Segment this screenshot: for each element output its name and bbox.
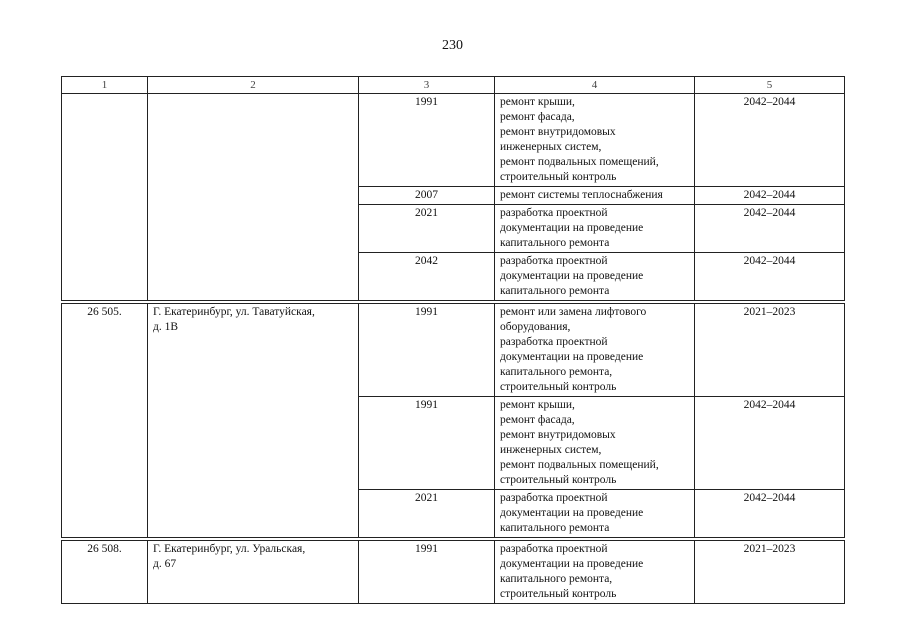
year-cell: 2021 xyxy=(359,205,495,253)
year-cell: 2042 xyxy=(359,253,495,301)
address-cell xyxy=(148,94,359,301)
page-number: 230 xyxy=(442,38,463,53)
work-type-cell: ремонт крыши, ремонт фасада, ремонт внутридомовых инженерных систем, ремонт подвальных помещений, строительный контроль xyxy=(495,397,695,490)
work-type-cell: ремонт или замена лифтового оборудования, разработка проектной документации на проведение капитального ремонта, строительный контроль xyxy=(495,304,695,397)
work-type-cell: разработка проектной документации на проведение капитального ремонта, строительный контроль xyxy=(495,541,695,604)
table-row xyxy=(62,94,845,187)
period-cell: 2042–2044 xyxy=(695,253,845,301)
period-cell: 2042–2044 xyxy=(695,187,845,205)
column-header-5: 5 xyxy=(695,77,845,94)
year-cell: 2021 xyxy=(359,490,495,538)
table-header-row xyxy=(62,77,845,94)
work-type-cell: разработка проектной документации на проведение капитального ремонта xyxy=(495,205,695,253)
table-row xyxy=(62,541,845,604)
year-cell: 1991 xyxy=(359,304,495,397)
address-cell: Г. Екатеринбург, ул. Таватуйская, д. 1В xyxy=(148,304,359,538)
column-header-2: 2 xyxy=(148,77,359,94)
year-cell: 1991 xyxy=(359,397,495,490)
repair-schedule-table xyxy=(61,76,845,604)
work-type-cell: разработка проектной документации на проведение капитального ремонта xyxy=(495,490,695,538)
period-cell: 2042–2044 xyxy=(695,94,845,187)
work-type-cell: ремонт крыши, ремонт фасада, ремонт внутридомовых инженерных систем, ремонт подвальных помещений, строительный контроль xyxy=(495,94,695,187)
work-type-cell: ремонт системы теплоснабжения xyxy=(495,187,695,205)
year-cell: 1991 xyxy=(359,94,495,187)
object-number-cell: 26 508. xyxy=(62,541,148,604)
period-cell: 2042–2044 xyxy=(695,490,845,538)
period-cell: 2042–2044 xyxy=(695,397,845,490)
column-header-4: 4 xyxy=(495,77,695,94)
period-cell: 2021–2023 xyxy=(695,541,845,604)
column-header-3: 3 xyxy=(359,77,495,94)
year-cell: 2007 xyxy=(359,187,495,205)
period-cell: 2021–2023 xyxy=(695,304,845,397)
work-type-cell: разработка проектной документации на проведение капитального ремонта xyxy=(495,253,695,301)
object-number-cell xyxy=(62,94,148,301)
address-cell: Г. Екатеринбург, ул. Уральская, д. 67 xyxy=(148,541,359,604)
object-number-cell: 26 505. xyxy=(62,304,148,538)
period-cell: 2042–2044 xyxy=(695,205,845,253)
column-header-1: 1 xyxy=(62,77,148,94)
year-cell: 1991 xyxy=(359,541,495,604)
table-row xyxy=(62,304,845,397)
